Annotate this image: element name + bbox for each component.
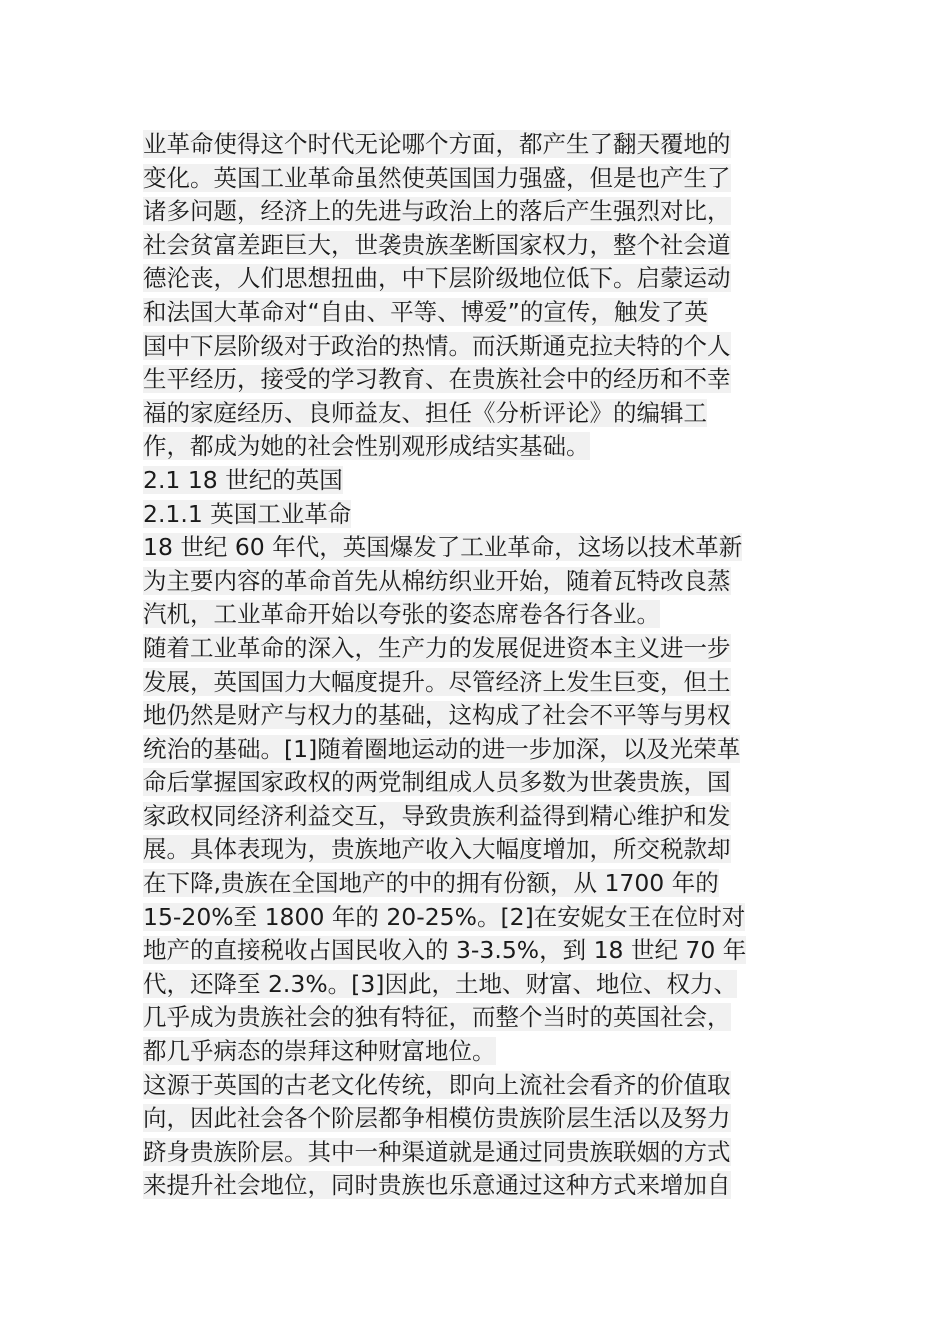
text-line-content: 业革命使得这个时代无论哪个方面，都产生了翻天覆地的	[143, 130, 731, 158]
text-line	[143, 1069, 803, 1103]
text-line-content: 2.1 18 世纪的英国	[143, 465, 343, 494]
text-line-content: 统治的基础。[1]随着圈地运动的进一步加深，以及光荣革	[143, 734, 741, 763]
section-heading	[143, 464, 803, 498]
text-line	[143, 464, 803, 498]
text-line-content: 向，因此社会各个阶层都争相模仿贵族阶层生活以及努力	[143, 1104, 731, 1133]
text-line-content: 18 世纪 60 年代，英国爆发了工业革命，这场以技术革新	[143, 533, 743, 562]
text-line	[143, 1136, 803, 1170]
text-line-content: 代，还降至 2.3%。[3]因此，土地、财富、地位、权力、	[143, 969, 737, 998]
text-line-content: 家政权同经济利益交互，导致贵族利益得到精心维护和发	[143, 801, 731, 830]
text-line-content: 展。具体表现为，贵族地产收入大幅度增加，所交税款却	[143, 835, 731, 864]
text-line-content: 随着工业革命的深入，生产力的发展促进资本主义进一步	[143, 633, 731, 662]
text-line	[143, 330, 803, 364]
text-line-content: 诸多问题，经济上的先进与政治上的落后产生强烈对比，	[143, 197, 731, 226]
text-line	[143, 1169, 803, 1203]
paragraph	[143, 632, 803, 1069]
text-line-content: 这源于英国的古老文化传统，即向上流社会看齐的价值取	[143, 1070, 731, 1099]
text-line	[143, 128, 803, 162]
text-line	[143, 1102, 803, 1136]
text-line	[143, 430, 803, 464]
text-line-content: 跻身贵族阶层。其中一种渠道就是通过同贵族联姻的方式	[143, 1137, 731, 1166]
text-line	[143, 934, 803, 968]
text-line	[143, 162, 803, 196]
text-line	[143, 565, 803, 599]
text-line-content: 福的家庭经历、良师益友、担任《分析评论》的编辑工	[143, 398, 707, 427]
text-line-content: 社会贫富差距巨大，世袭贵族垄断国家权力，整个社会道	[143, 230, 731, 259]
text-line	[143, 632, 803, 666]
text-line-content: 和法国大革命对“自由、平等、博爱”的宣传，触发了英	[143, 297, 708, 326]
text-line	[143, 699, 803, 733]
text-line-content: 地产的直接税收占国民收入的 3-3.5%，到 18 世纪 70 年	[143, 936, 747, 965]
paragraph	[143, 128, 803, 464]
text-line-content: 作，都成为她的社会性别观形成结实基础。	[143, 432, 590, 461]
text-line	[143, 531, 803, 565]
text-line	[143, 901, 803, 935]
text-line-content: 国中下层阶级对于政治的热情。而沃斯通克拉夫特的个人	[143, 331, 731, 360]
paragraph	[143, 531, 803, 632]
text-line	[143, 867, 803, 901]
text-line	[143, 397, 803, 431]
text-line-content: 命后掌握国家政权的两党制组成人员多数为世袭贵族，国	[143, 768, 731, 797]
text-line	[143, 733, 803, 767]
text-line-content: 变化。英国工业革命虽然使英国国力强盛，但是也产生了	[143, 163, 731, 192]
text-line	[143, 498, 803, 532]
text-line-content: 为主要内容的革命首先从棉纺织业开始，随着瓦特改良蒸	[143, 566, 731, 595]
text-line	[143, 800, 803, 834]
text-line	[143, 1035, 803, 1069]
text-line	[143, 229, 803, 263]
text-line	[143, 766, 803, 800]
text-line	[143, 296, 803, 330]
text-line	[143, 195, 803, 229]
document-body	[143, 128, 803, 1203]
text-line-content: 几乎成为贵族社会的独有特征，而整个当时的英国社会，	[143, 1003, 731, 1032]
text-line	[143, 598, 803, 632]
text-line-content: 15-20%至 1800 年的 20-25%。[2]在安妮女王在位时对	[143, 902, 746, 931]
text-line-content: 都几乎病态的崇拜这种财富地位。	[143, 1037, 496, 1066]
text-line-content: 生平经历，接受的学习教育、在贵族社会中的经历和不幸	[143, 365, 731, 394]
text-line-content: 在下降,贵族在全国地产的中的拥有份额，从 1700 年的	[143, 869, 719, 898]
text-line	[143, 968, 803, 1002]
text-line-content: 汽机，工业革命开始以夸张的姿态席卷各行各业。	[143, 600, 660, 629]
text-line	[143, 363, 803, 397]
text-line-content: 发展，英国国力大幅度提升。尽管经济上发生巨变，但土	[143, 667, 731, 696]
text-line-content: 来提升社会地位，同时贵族也乐意通过这种方式来增加自	[143, 1171, 731, 1200]
paragraph	[143, 1069, 803, 1203]
section-heading	[143, 498, 803, 532]
text-line-content: 2.1.1 英国工业革命	[143, 499, 352, 528]
text-line-content: 德沦丧，人们思想扭曲，中下层阶级地位低下。启蒙运动	[143, 264, 731, 293]
text-line-content: 地仍然是财产与权力的基础，这构成了社会不平等与男权	[143, 701, 731, 730]
text-line	[143, 833, 803, 867]
text-line	[143, 666, 803, 700]
text-line	[143, 262, 803, 296]
text-line	[143, 1001, 803, 1035]
